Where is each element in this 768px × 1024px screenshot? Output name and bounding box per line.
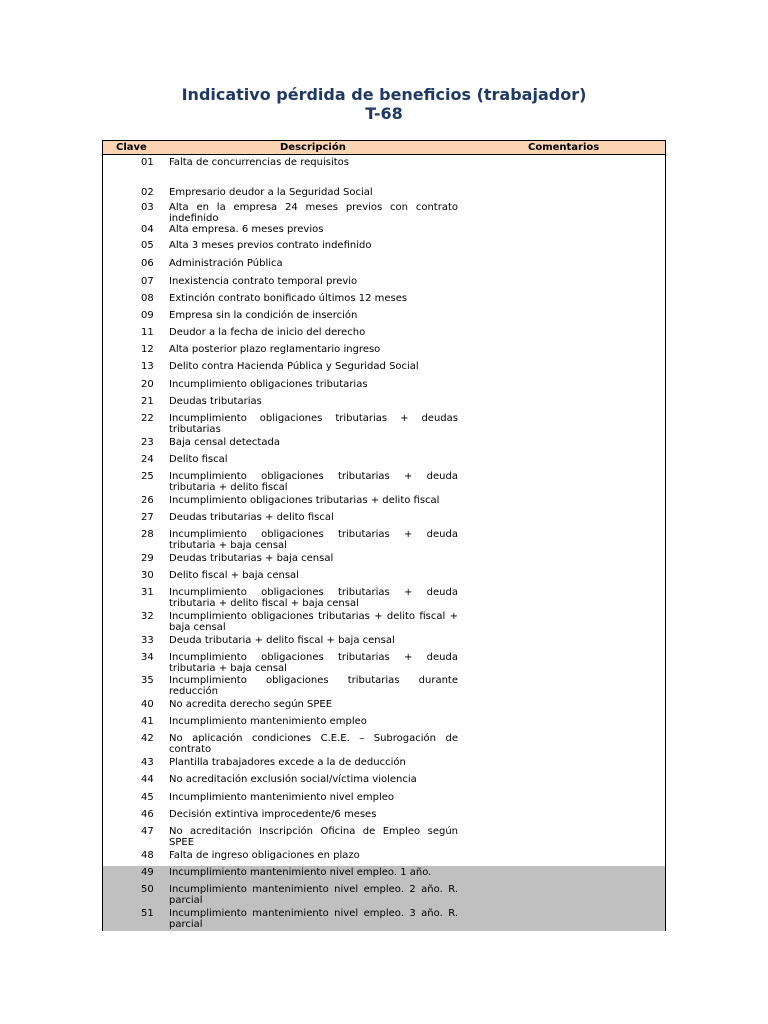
row-description: Incumplimiento mantenimiento empleo <box>169 716 367 727</box>
row-code: 11 <box>141 327 154 338</box>
table-row <box>103 326 665 343</box>
row-description: Administración Pública <box>169 258 283 269</box>
row-code: 09 <box>141 310 154 321</box>
row-code: 30 <box>141 570 154 581</box>
document-subtitle: T-68 <box>365 104 403 123</box>
row-description: Alta posterior plazo reglamentario ingreso <box>169 344 381 355</box>
row-description: Incumplimiento obligaciones tributarias + delito fiscal + baja censal <box>169 611 458 633</box>
row-code: 42 <box>141 733 154 744</box>
row-description: Extinción contrato bonificado últimos 12 meses <box>169 293 408 304</box>
row-code: 32 <box>141 611 154 622</box>
table-row <box>103 528 665 552</box>
table-row <box>103 343 665 360</box>
row-code: 35 <box>141 675 154 686</box>
row-description: Baja censal detectada <box>169 437 280 448</box>
benefits-loss-table <box>102 140 666 931</box>
table-row <box>103 907 665 931</box>
row-description: Incumplimiento mantenimiento nivel empleo. 3 año. R. parcial <box>169 908 458 930</box>
row-code: 45 <box>141 792 154 803</box>
table-row <box>103 436 665 453</box>
row-description: Delito fiscal <box>169 454 228 465</box>
table-row <box>103 586 665 610</box>
table-row <box>103 223 665 239</box>
row-description: Incumplimiento obligaciones tributarias + deuda tributaria + delito fiscal <box>169 471 458 493</box>
row-code: 24 <box>141 454 154 465</box>
row-description: Plantilla trabajadores excede a la de deducción <box>169 757 406 768</box>
row-code: 27 <box>141 512 154 523</box>
table-row <box>103 756 665 773</box>
row-code: 51 <box>141 908 154 919</box>
row-description: Incumplimiento obligaciones tributarias + deuda tributaria + delito fiscal + baja censal <box>169 587 458 609</box>
table-header <box>103 141 665 155</box>
row-code: 08 <box>141 293 154 304</box>
row-code: 07 <box>141 276 154 287</box>
row-description: Deudor a la fecha de inicio del derecho <box>169 327 366 338</box>
table-row <box>103 156 665 186</box>
table-row <box>103 732 665 756</box>
row-description: Empresa sin la condición de inserción <box>169 310 358 321</box>
row-description: Decisión extintiva improcedente/6 meses <box>169 809 377 820</box>
table-row <box>103 239 665 257</box>
row-code: 44 <box>141 774 154 785</box>
row-code: 02 <box>141 187 154 198</box>
row-code: 25 <box>141 471 154 482</box>
table-row <box>103 257 665 275</box>
table-row <box>103 849 665 866</box>
table-row <box>103 292 665 309</box>
table-row <box>103 866 665 883</box>
row-code: 47 <box>141 826 154 837</box>
row-description: No acreditación Inscripción Oficina de Empleo según SPEE <box>169 826 458 848</box>
row-description: Delito contra Hacienda Pública y Seguridad Social <box>169 361 419 372</box>
row-code: 28 <box>141 529 154 540</box>
table-row <box>103 378 665 395</box>
table-row <box>103 453 665 470</box>
row-code: 04 <box>141 224 154 235</box>
table-row <box>103 186 665 201</box>
table-row <box>103 634 665 651</box>
table-row <box>103 395 665 412</box>
table-row <box>103 309 665 326</box>
header-comentarios: Comentarios <box>528 142 600 153</box>
row-description: Incumplimiento mantenimiento nivel empleo <box>169 792 395 803</box>
row-code: 20 <box>141 379 154 390</box>
row-code: 22 <box>141 413 154 424</box>
header-clave: Clave <box>116 142 147 153</box>
row-description: Falta de ingreso obligaciones en plazo <box>169 850 360 861</box>
row-code: 05 <box>141 240 154 251</box>
row-code: 33 <box>141 635 154 646</box>
row-code: 26 <box>141 495 154 506</box>
table-row <box>103 808 665 825</box>
table-row <box>103 825 665 849</box>
table-row <box>103 610 665 634</box>
row-description: Deudas tributarias + delito fiscal <box>169 512 334 523</box>
table-row <box>103 674 665 698</box>
row-code: 23 <box>141 437 154 448</box>
row-description: Empresario deudor a la Seguridad Social <box>169 187 373 198</box>
row-code: 29 <box>141 553 154 564</box>
row-code: 43 <box>141 757 154 768</box>
row-description: Delito fiscal + baja censal <box>169 570 299 581</box>
table-row <box>103 552 665 569</box>
row-code: 03 <box>141 202 154 213</box>
row-description: Incumplimiento obligaciones tributarias + delito fiscal <box>169 495 440 506</box>
row-code: 21 <box>141 396 154 407</box>
row-code: 13 <box>141 361 154 372</box>
row-description: Alta en la empresa 24 meses previos con contrato indefinido <box>169 202 458 224</box>
row-description: Inexistencia contrato temporal previo <box>169 276 358 287</box>
row-description: Alta 3 meses previos contrato indefinido <box>169 240 372 251</box>
table-row <box>103 791 665 808</box>
table-row <box>103 494 665 511</box>
row-description: Alta empresa. 6 meses previos <box>169 224 324 235</box>
row-code: 48 <box>141 850 154 861</box>
row-description: Incumplimiento obligaciones tributarias + deudas tributarias <box>169 413 458 435</box>
header-descripcion: Descripción <box>280 142 346 153</box>
row-description: Incumplimiento obligaciones tributarias durante reducción <box>169 675 458 697</box>
table-row <box>103 201 665 223</box>
row-description: Incumplimiento mantenimiento nivel empleo. 1 año. <box>169 867 432 878</box>
table-row <box>103 715 665 732</box>
row-code: 49 <box>141 867 154 878</box>
row-code: 06 <box>141 258 154 269</box>
table-row <box>103 773 665 791</box>
table-row <box>103 569 665 586</box>
row-code: 46 <box>141 809 154 820</box>
row-description: Deudas tributarias <box>169 396 262 407</box>
row-description: Incumplimiento obligaciones tributarias + deuda tributaria + baja censal <box>169 529 458 551</box>
row-description: Deudas tributarias + baja censal <box>169 553 334 564</box>
table-row <box>103 698 665 715</box>
row-description: Deuda tributaria + delito fiscal + baja censal <box>169 635 395 646</box>
table-row <box>103 412 665 436</box>
row-description: Incumplimiento obligaciones tributarias <box>169 379 368 390</box>
table-row <box>103 470 665 494</box>
row-description: Falta de concurrencias de requisitos <box>169 157 349 168</box>
row-description: Incumplimiento obligaciones tributarias + deuda tributaria + baja censal <box>169 652 458 674</box>
table-row <box>103 883 665 907</box>
table-row <box>103 275 665 292</box>
table-row <box>103 651 665 674</box>
row-code: 12 <box>141 344 154 355</box>
document-title: Indicativo pérdida de beneficios (trabajador) <box>181 85 587 104</box>
row-code: 31 <box>141 587 154 598</box>
row-code: 34 <box>141 652 154 663</box>
row-code: 41 <box>141 716 154 727</box>
row-code: 50 <box>141 884 154 895</box>
row-code: 40 <box>141 699 154 710</box>
row-code: 01 <box>141 157 154 168</box>
row-description: No acredita derecho según SPEE <box>169 699 333 710</box>
row-description: No acreditación exclusión social/víctima violencia <box>169 774 417 785</box>
table-row <box>103 511 665 528</box>
row-description: No aplicación condiciones C.E.E. – Subrogación de contrato <box>169 733 458 755</box>
table-row <box>103 360 665 378</box>
row-description: Incumplimiento mantenimiento nivel empleo. 2 año. R. parcial <box>169 884 458 906</box>
